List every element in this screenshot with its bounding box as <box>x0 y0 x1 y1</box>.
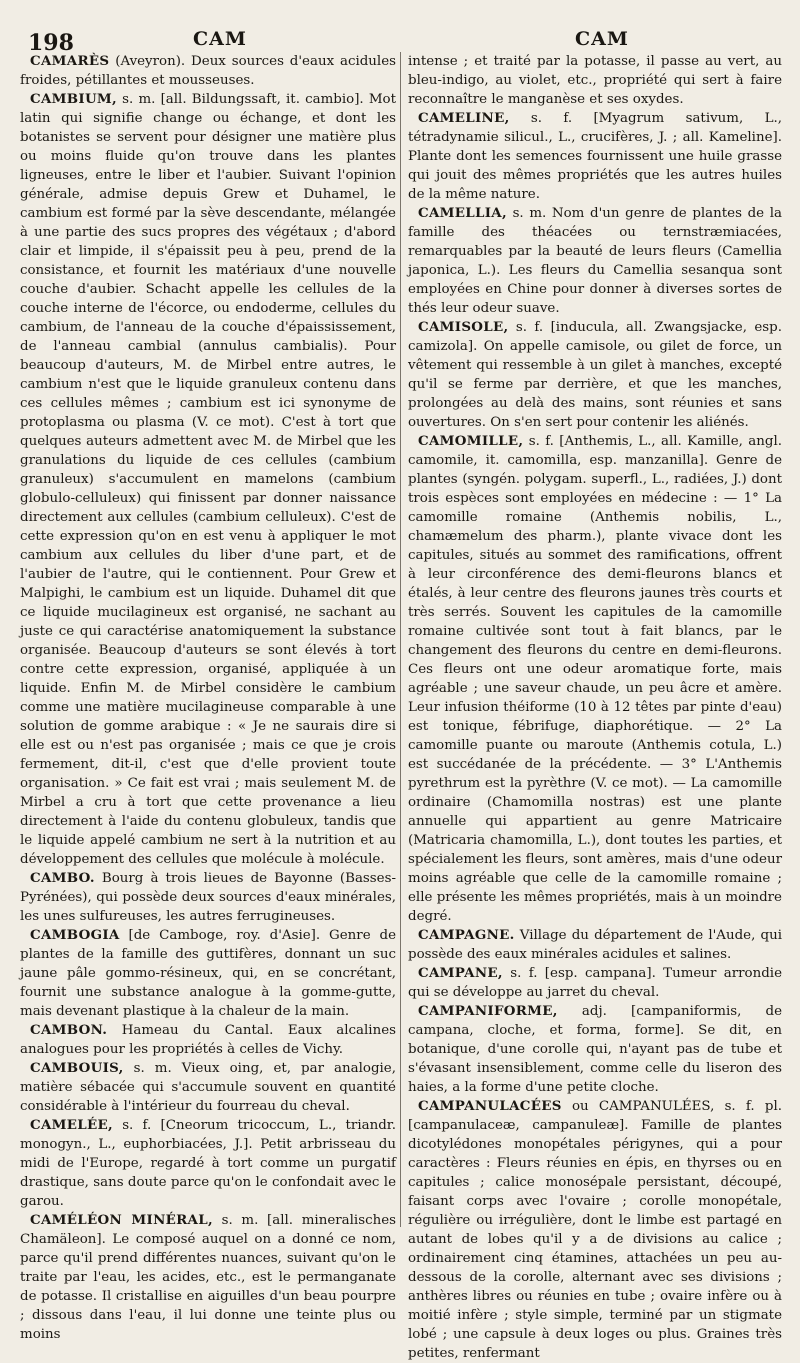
dictionary-entry <box>20 926 396 1021</box>
page-header <box>0 20 800 56</box>
dictionary-entry <box>20 52 396 90</box>
dictionary-entry <box>408 432 782 926</box>
dictionary-entry <box>408 964 782 1002</box>
dictionary-entry <box>20 1059 396 1116</box>
entry-text: s. f. [Anthemis, L., all. Kamille, angl. camomile, it. camomilla, esp. manzanilla]. Genre de plantes (syngén. polygam. superfl., L., radiées, J.) dont trois espèces sont employées en médecine : — 1° La camomille romaine (Anthemis nobilis, L., chamæmelum des pharm.), plante vivace dont les capitules, situés au sommet des ramifications, offrent à leur circonférence des demi-fleurons blancs et étalés, à leur centre des fleurons jaunes très courts et très serrés. Souvent les capitules de la camomille romaine cultivée sont tout à fait blancs, par le changement des fleurons du centre en demi-fleurons. Ces fleurs ont une odeur aromatique forte, mais agréable ; une saveur chaude, un peu âcre et amère. Leur infusion théiforme (10 à 12 têtes par pinte d'eau) est tonique, fébrifuge, diaphorétique. — 2° La camomille puante ou maroute (Anthemis cotula, L.) est succédanée de la précédente. — 3° L'Anthemis pyrethrum est la pyrèthre (V. ce mot). — La camomille ordinaire (Chamomilla nostras) est une plante annuelle qui appartient au genre Matricaire (Matricaria chamomilla, L.), dont toutes les parties, et spécialement les fleurs, sont amères, mais d'une odeur moins agréable que celle de la camomille romaine ; elle présente les mêmes propriétés, mais à un moindre degré. <box>408 434 782 924</box>
entry-headword: CAMÉLÉON MINÉRAL, <box>30 1212 213 1228</box>
entry-headword: CAMPANE, <box>418 965 503 981</box>
entry-headword: CAMISOLE, <box>418 319 509 335</box>
entry-headword: CAMOMILLE, <box>418 433 524 449</box>
entry-text: Hameau du Cantal. Eaux alcalines analogues pour les propriétés à celles de Vichy. <box>20 1023 396 1057</box>
entry-text: intense ; et traité par la potasse, il passe au vert, au bleu-indigo, au violet, etc., propriété qui sert à faire reconnaître le manganèse et ses oxydes. <box>408 54 782 107</box>
right-running-head: CAM <box>575 28 629 50</box>
column-divider <box>400 52 401 1227</box>
dictionary-entry <box>408 1002 782 1097</box>
entry-headword: CAMPANULACÉES <box>418 1098 562 1114</box>
entry-headword: CAMELINE, <box>418 110 510 126</box>
dictionary-entry <box>20 1211 396 1344</box>
entry-text: s. f. [Myagrum sativum, L., tétradynamie silicul., L., crucifères, J. ; all. Kameline]. Plante dont les semences fournissent une huile grasse qui jouit des mêmes propriétés que les autres huiles de la même nature. <box>408 111 782 202</box>
dictionary-entry <box>408 204 782 318</box>
dictionary-entry <box>20 1021 396 1059</box>
dictionary-entry <box>20 1116 396 1211</box>
dictionary-entry <box>408 109 782 204</box>
entry-headword: CAMBO. <box>30 870 95 886</box>
entry-text: (Aveyron). Deux sources d'eaux acidules froides, pétillantes et mousseuses. <box>20 54 396 88</box>
entry-text: s. f. [esp. campana]. Tumeur arrondie qui se développe au jarret du cheval. <box>408 966 782 1000</box>
entry-headword: CAMELÉE, <box>30 1117 113 1133</box>
dictionary-entry <box>20 869 396 926</box>
entry-headword: CAMARÈS <box>30 53 110 69</box>
dictionary-entry <box>408 1097 782 1363</box>
entry-headword: CAMELLIA, <box>418 205 507 221</box>
entry-headword: CAMBIUM, <box>30 91 118 107</box>
entry-headword: CAMBOGIA <box>30 927 120 943</box>
entry-headword: CAMPAGNE. <box>418 927 515 943</box>
entry-text: Village du département de l'Aude, qui possède des eaux minérales acidules et salines. <box>408 928 782 962</box>
entry-text: [de Camboge, roy. d'Asie]. Genre de plantes de la famille des guttifères, donnant un suc jaune pâle gommo-résineux, qui, en se concrétant, fournit une substance analogue à la gomme-gutte, mais devenant plastique à la chaleur de la main. <box>20 928 396 1019</box>
right-column <box>408 52 782 1361</box>
dictionary-entry <box>408 318 782 432</box>
dictionary-entry <box>408 926 782 964</box>
entry-text: s. f. [Cneorum tricoccum, L., triandr. monogyn., L., euphorbiacées, J.]. Petit arbrisseau du midi de l'Europe, regardé à tort comme un purgatif drastique, sans doute parce qu'on le confondait avec le garou. <box>20 1118 396 1209</box>
entry-headword: CAMPANIFORME, <box>418 1003 558 1019</box>
entry-text: adj. [campaniformis, de campana, cloche, et forma, forme]. Se dit, en botanique, d'une corolle qui, n'ayant pas de tube et s'évasant insensiblement, comme celle du liseron des haies, a la forme d'une petite cloche. <box>408 1004 782 1095</box>
entry-headword: CAMBOUIS, <box>30 1060 124 1076</box>
left-column <box>20 52 397 1342</box>
dictionary-entry <box>20 90 396 869</box>
page-number: 198 <box>28 30 74 56</box>
entry-text: s. m. [all. Bildungssaft, it. cambio]. Mot latin qui signifie change ou échange, et dont les botanistes se servent pour désigner une matière plus ou moins fluide qu'on trouve dans les plantes ligneuses, entre le liber et l'aubier. Suivant l'opinion générale, admise depuis Grew et Duhamel, le cambium est formé par la sève descendante, mélangée à une partie des sucs propres des végétaux ; d'abord clair et limpide, il s'épaissit peu à peu, prend de la consistance, et fournit les matériaux d'une nouvelle couche d'aubier. Schacht appelle les cellules de la couche interne de l'écorce, ou endoderme, cellules du cambium, de l'anneau de la couche d'épaississement, de l'anneau cambial (annulus cambialis). Pour beaucoup d'auteurs, M. de Mirbel entre autres, le cambium n'est que le liquide granuleux contenu dans ces cellules mêmes ; cambium est ici synonyme de protoplasma ou plasma (V. ce mot). C'est à tort que quelques auteurs admettent avec M. de Mirbel que les granulations du liquide de ces cellules (cambium granuleux) s'accumulent en mamelons (cambium globulo-celluleux) qui finissent par donner naissance directement aux cellules (cambium celluleux). C'est de cette expression qu'on en est venu à appliquer le mot cambium aux cellules du liber d'une part, et de l'aubier de l'autre, qui le contiennent. Pour Grew et Malpighi, le cambium est un liquide. Duhamel dit que ce liquide mucilagineux est organisé, ne sachant au juste ce qui caractérise anatomiquement la substance organisée. Beaucoup d'auteurs se sont élevés à tort contre cette expression, organisé, appliquée à un liquide. Enfin M. de Mirbel considère le cambium comme une matière mucilagineuse comparable à une solution de gomme arabique : « Je ne saurais dire si elle est ou n'est pas organisée ; mais ce que je crois fermement, dit-il, c'est que d'elle provient toute organisation. » Ce fait est vrai ; mais seulement M. de Mirbel a cru à tort que cette provenance a lieu directement à l'aide du contenu globuleux, tandis que le liquide appelé cambium ne sert à la nutrition et au développement des cellules que molécule à molécule. <box>20 92 396 867</box>
left-running-head: CAM <box>193 28 247 50</box>
dictionary-entry <box>408 52 782 109</box>
entry-text: s. m. Nom d'un genre de plantes de la famille des théacées ou ternstræmiacées, remarquables par la beauté de leurs fleurs (Camellia japonica, L.). Les fleurs du Camellia sesanqua sont employées en Chine pour donner à diverses sortes de thés leur odeur suave. <box>408 206 782 316</box>
entry-text: s. f. [inducula, all. Zwangsjacke, esp. camizola]. On appelle camisole, ou gilet de force, un vêtement qui ressemble à un gilet à manches, excepté qu'il se ferme par derrière, et que les manches, prolongées au delà des mains, sont réunies et sans ouvertures. On s'en sert pour contenir les aliénés. <box>408 320 782 430</box>
entry-text: s. m. [all. mineralisches Chamäleon]. Le composé auquel on a donné ce nom, parce qu'il prend différentes nuances, suivant qu'on le traite par l'eau, les acides, etc., est le permanganate de potasse. Il cristallise en aiguilles d'un beau pourpre ; dissous dans l'eau, il lui donne une teinte plus ou moins <box>20 1213 397 1342</box>
entry-text: ou CAMPANULÉES, s. f. pl. [campanulaceæ, campanuleæ]. Famille de plantes dicotylédones monopétales périgynes, qui a pour caractères : Fleurs réunies en épis, en thyrses ou en capitules ; calice monosépale persistant, découpé, faisant corps avec l'ovaire ; corolle monopétale, régulière ou irrégulière, dont le limbe est partagé en autant de lobes qu'il y a de divisions au calice ; ordinairement cinq étamines, attachées un peu au-dessous de la corolle, alternant avec ses divisions ; anthères libres ou réunies en tube ; ovaire infère ou à moitié infère ; style simple, terminé par un stigmate lobé ; une capsule à deux loges ou plus. Graines très petites, renfermant <box>408 1099 782 1361</box>
entry-headword: CAMBON. <box>30 1022 108 1038</box>
entry-text: s. m. Vieux oing, et, par analogie, matière sébacée qui s'accumule souvent en quantité considérable à l'intérieur du fourreau du cheval. <box>20 1061 396 1114</box>
entry-text: Bourg à trois lieues de Bayonne (Basses-Pyrénées), qui possède deux sources d'eaux minérales, les unes sulfureuses, les autres ferrugineuses. <box>20 871 396 924</box>
